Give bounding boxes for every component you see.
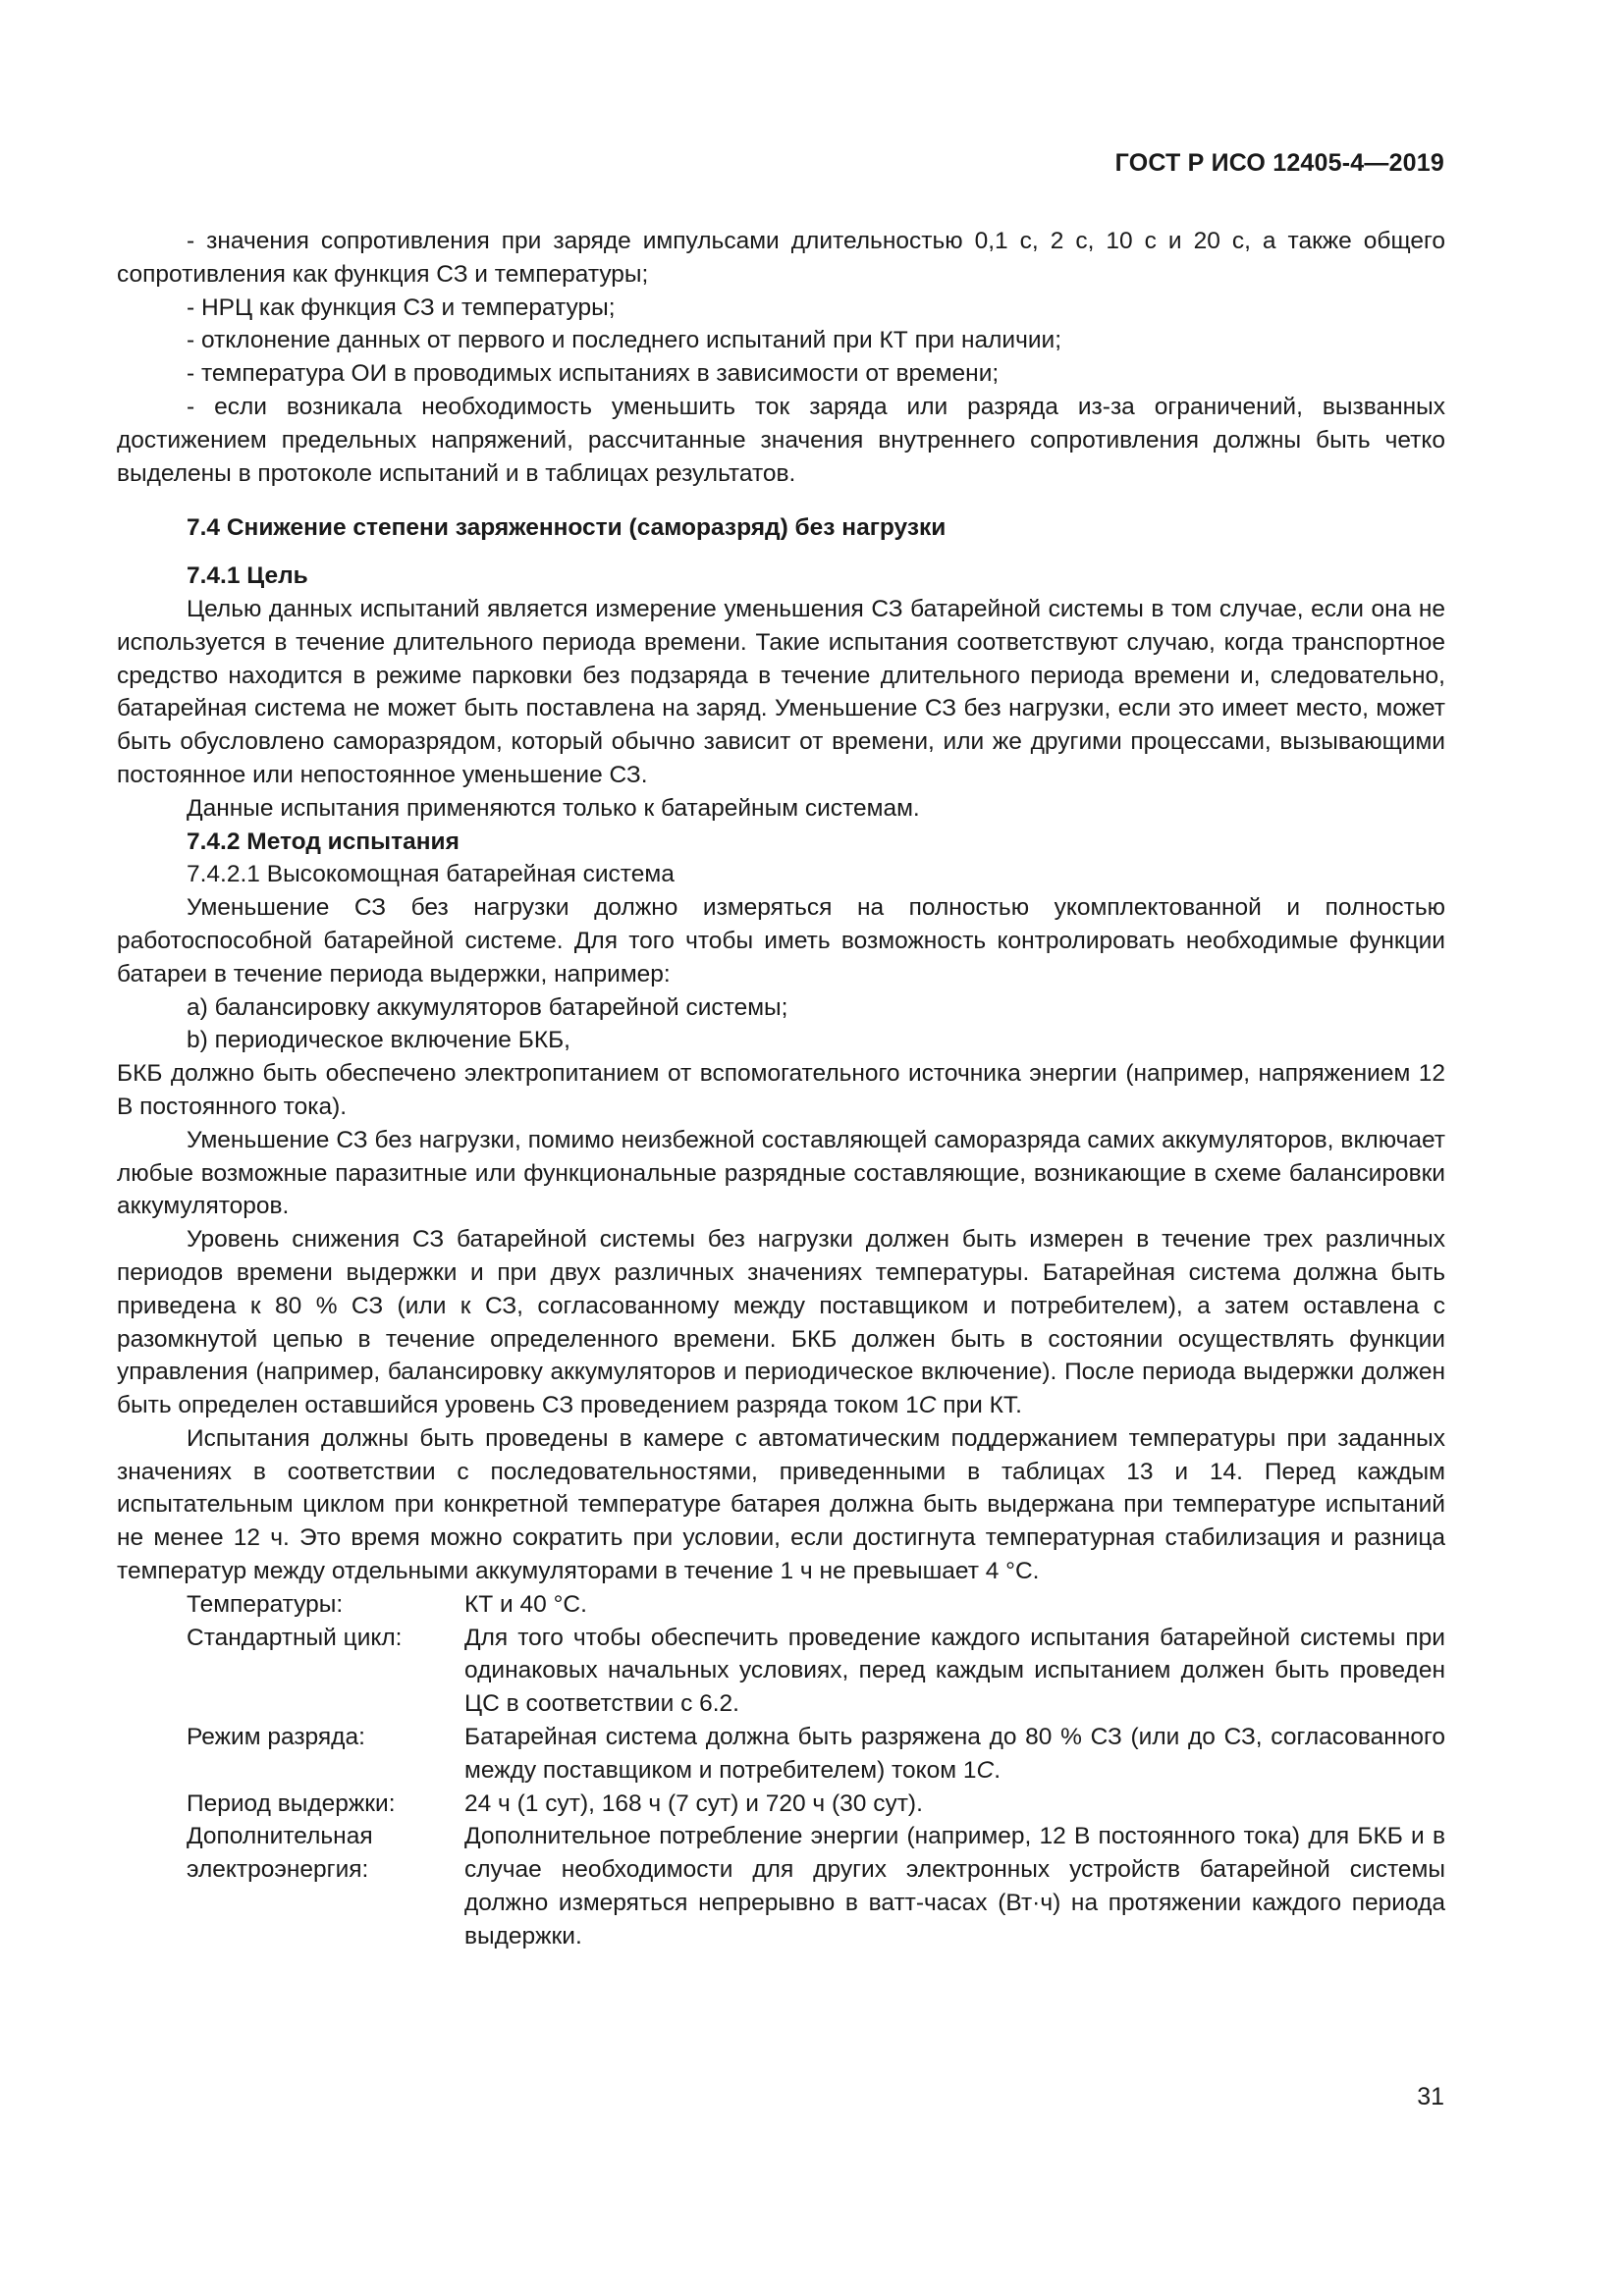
paragraph [117, 1223, 1445, 1422]
current-variable: C [976, 1756, 995, 1784]
page-body [117, 225, 1445, 1953]
document-code: ГОСТ Р ИСО 12405-4—2019 [1114, 149, 1444, 177]
definition-term: Режим разряда: [187, 1724, 365, 1751]
list-item: - если возникала необходимость уменьшить ток заряда или разряда из-за ограничений, вызванных достижением предельных напряжений, рассчитанные значения внутреннего сопротивления должны быть четко выделены в протоколе испытаний и в таблицах результатов. [117, 393, 1445, 487]
definition-term-line: электроэнергия: [187, 1856, 369, 1884]
list-item: - отклонение данных от первого и последнего испытаний при КТ при наличии; [187, 327, 1062, 354]
list-item: - НРЦ как функция СЗ и температуры; [187, 294, 616, 321]
definition-row [117, 1588, 1445, 1622]
list-item: - значения сопротивления при заряде импульсами длительностью 0,1 с, 2 с, 10 с и 20 с, а также общего сопротивления как функция СЗ и температуры; [117, 228, 1445, 288]
definition-value: 24 ч (1 сут), 168 ч (7 сут) и 720 ч (30 сут). [464, 1789, 923, 1817]
definition-term: Температуры: [187, 1590, 344, 1618]
paragraph: Испытания должны быть проведены в камере с автоматическим поддержанием температуры при заданных значениях в соответствии с последовательностями, приведенными в таблицах 13 и 14. Перед каждым испытательным циклом при конкретной температуре батарея должна быть выдержана при температуре испытаний не менее 12 ч. Это время можно сократить при условии, если достигнута температурная стабилизация и разница температур между отдельными аккумуляторами в течение 1 ч не превышает 4 °C. [117, 1424, 1445, 1585]
paragraph-text: Уровень снижения СЗ батарейной системы без нагрузки должен быть измерен в течение трех различных периодов времени выдержки и при двух различных значениях температуры. Батарейная система должна быть приведена к 80 % СЗ (или к СЗ, согласованному между поставщиком и потребителем), а затем оставлена с разомкнутой цепью в течение определенного времени. БКБ должен быть в состоянии осуществлять функции управления (например, балансировку аккумуляторов и периодическое включение). После периода выдержки должен быть определен оставшийся уровень СЗ проведением разряда током 1 [117, 1226, 1445, 1419]
paragraph: БКБ должно быть обеспечено электропитанием от вспомогательного источника энергии (например, напряжением 12 В постоянного тока). [117, 1060, 1445, 1120]
definition-value: Дополнительное потребление энергии (например, 12 В постоянного тока) для БКБ и в случае необходимости для других электронных устройств батарейной системы должно измеряться непрерывно в ватт-часах (Вт·ч) на протяжении каждого периода выдержки. [464, 1823, 1445, 1949]
definition-row [117, 1788, 1445, 1821]
page-number: 31 [1417, 2083, 1444, 2110]
definition-text-end: . [994, 1756, 1001, 1784]
paragraph: Уменьшение СЗ без нагрузки, помимо неизбежной составляющей саморазряда самих аккумуляторов, включает любые возможные паразитные или функциональные разрядные составляющие, возникающие в схеме балансировки аккумуляторов. [117, 1126, 1445, 1220]
paragraph: Данные испытания применяются только к батарейным системам. [187, 794, 920, 822]
subsection-heading-7-4-2-1: 7.4.2.1 Высокомощная батарейная система [187, 861, 675, 888]
definition-term-line: Дополнительная [187, 1823, 373, 1850]
section-heading-7-4-2: 7.4.2 Метод испытания [187, 828, 460, 855]
definition-row [117, 1622, 1445, 1721]
list-item-a: a) балансировку аккумуляторов батарейной системы; [187, 993, 788, 1021]
definition-row [117, 1721, 1445, 1788]
paragraph: Целью данных испытаний является измерение уменьшения СЗ батарейной системы в том случае, если она не используется в течение длительного периода времени. Такие испытания соответствуют случаю, когда транспортное средство находится в режиме парковки без подзаряда в течение длительного периода времени и, следовательно, батарейная система не может быть поставлена на заряд. Уменьшение СЗ без нагрузки, если это имеет место, может быть обусловлено саморазрядом, который обычно зависит от времени, или же другими процессами, вызывающими постоянное или непостоянное уменьшение СЗ. [117, 595, 1445, 788]
definition-row [117, 1820, 1445, 1952]
list-item-b: b) периодическое включение БКБ, [187, 1027, 570, 1054]
definition-value [464, 1721, 1445, 1788]
definition-value: Для того чтобы обеспечить проведение каждого испытания батарейной системы при одинаковых начальных условиях, перед каждым испытанием должен быть проведен ЦС в соответствии с 6.2. [464, 1624, 1445, 1718]
definition-value: КТ и 40 °C. [464, 1590, 587, 1618]
definition-term: Стандартный цикл: [187, 1624, 403, 1651]
current-variable: C [918, 1392, 937, 1419]
paragraph-text-end: при КТ. [936, 1392, 1022, 1419]
paragraph: Уменьшение СЗ без нагрузки должно измеряться на полностью укомплектованной и полностью работоспособной батарейной системе. Для того чтобы иметь возможность контролировать необходимые функции батареи в течение периода выдержки, например: [117, 894, 1445, 988]
definition-text: Батарейная система должна быть разряжена до 80 % СЗ (или до СЗ, согласованного между поставщиком и потребителем) током 1 [464, 1724, 1445, 1784]
definitions-table [117, 1588, 1445, 1953]
section-heading-7-4-1: 7.4.1 Цель [187, 562, 308, 590]
definition-term [117, 1820, 464, 1952]
list-item: - температура ОИ в проводимых испытаниях в зависимости от времени; [187, 360, 1000, 388]
section-heading-7-4: 7.4 Снижение степени заряженности (саморазряд) без нагрузки [187, 514, 947, 542]
definition-term: Период выдержки: [187, 1789, 396, 1817]
